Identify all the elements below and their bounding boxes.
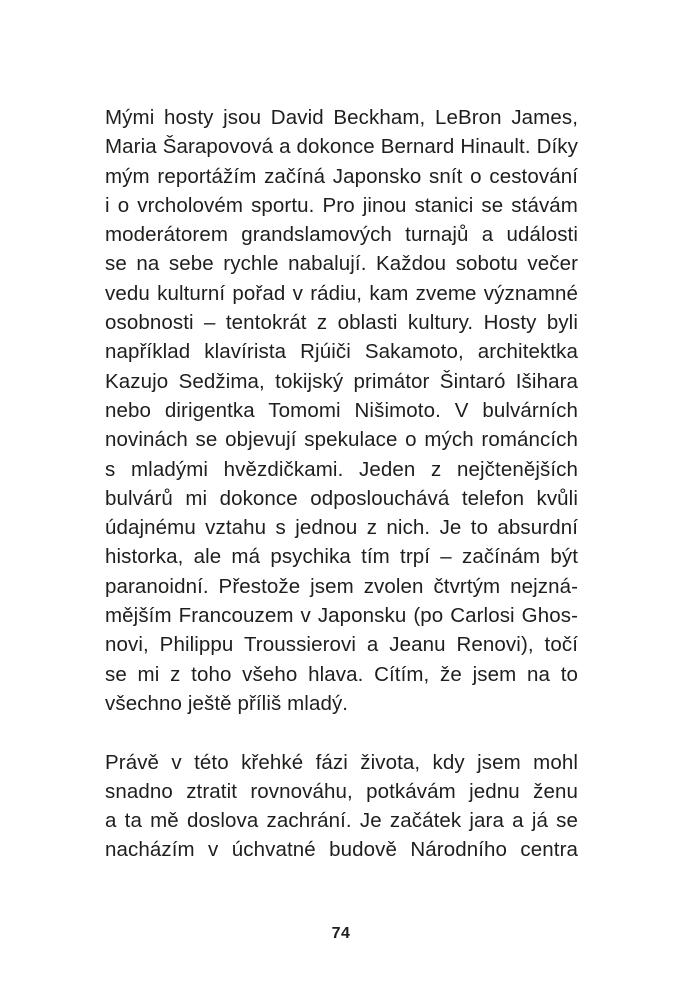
text-line: Mými hosty jsou David Beckham, LeBron James, (105, 106, 578, 129)
text-line: i o vrcholovém sportu. Pro jinou stanici se stávám (105, 193, 578, 217)
text-line: se na sebe rychle nabalují. Každou sobotu večer (105, 252, 578, 276)
text-line: vedu kulturní pořad v rádiu, kam zveme významné (105, 281, 578, 305)
text-line: mějším Francouzem v Japonsku (po Carlosi Ghos- (105, 604, 578, 628)
text-line: všechno ještě příliš mladý. (105, 691, 349, 715)
text-line: mým reportážím začíná Japonsko snít o cestování (105, 164, 578, 188)
text-line: Právě v této křehké fázi života, kdy jsem mohl (105, 750, 578, 774)
text-line: moderátorem grandslamových turnajů a události (105, 223, 578, 247)
text-line: bulvárů mi dokonce odposlouchává telefon kvůli (105, 486, 578, 510)
text-line: novinách se objevují spekulace o mých románcích (105, 428, 578, 452)
text-line: se mi z toho všeho hlava. Cítím, že jsem na to (105, 662, 578, 686)
text-line: historka, ale má psychika tím trpí – začínám být (105, 545, 578, 569)
text-line: nebo dirigentka Tomomi Nišimoto. V bulvárních (105, 398, 578, 422)
text-line: údajnému vztahu s jednou z nich. Je to absurdní (105, 516, 578, 540)
text-line: paranoidní. Přestože jsem zvolen čtvrtým nejzná- (105, 574, 578, 598)
page-number: 74 (331, 925, 351, 942)
text-line: osobnosti – tentokrát z oblasti kultury. Hosty byli (105, 311, 578, 335)
text-line: a ta mě doslova zachrání. Je začátek jara a já se (105, 809, 578, 833)
paragraph-1 (105, 103, 578, 718)
text-line: Maria Šarapovová a dokonce Bernard Hinault. Díky (105, 135, 578, 159)
text-block (105, 103, 578, 865)
paragraph-2 (105, 748, 578, 865)
text-line: Kazujo Sedžima, tokijský primátor Šintaró Išihara (105, 369, 578, 393)
text-line: například klavírista Rjúiči Sakamoto, architektka (105, 340, 578, 364)
text-line: snadno ztratit rovnováhu, potkávám jednu ženu (105, 779, 578, 803)
text-line: nacházím v úchvatné budově Národního centra (105, 838, 578, 862)
text-line: novi, Philippu Troussierovi a Jeanu Renovi), točí (105, 633, 578, 657)
text-line: s mladými hvězdičkami. Jeden z nejčtenějších (105, 457, 578, 481)
